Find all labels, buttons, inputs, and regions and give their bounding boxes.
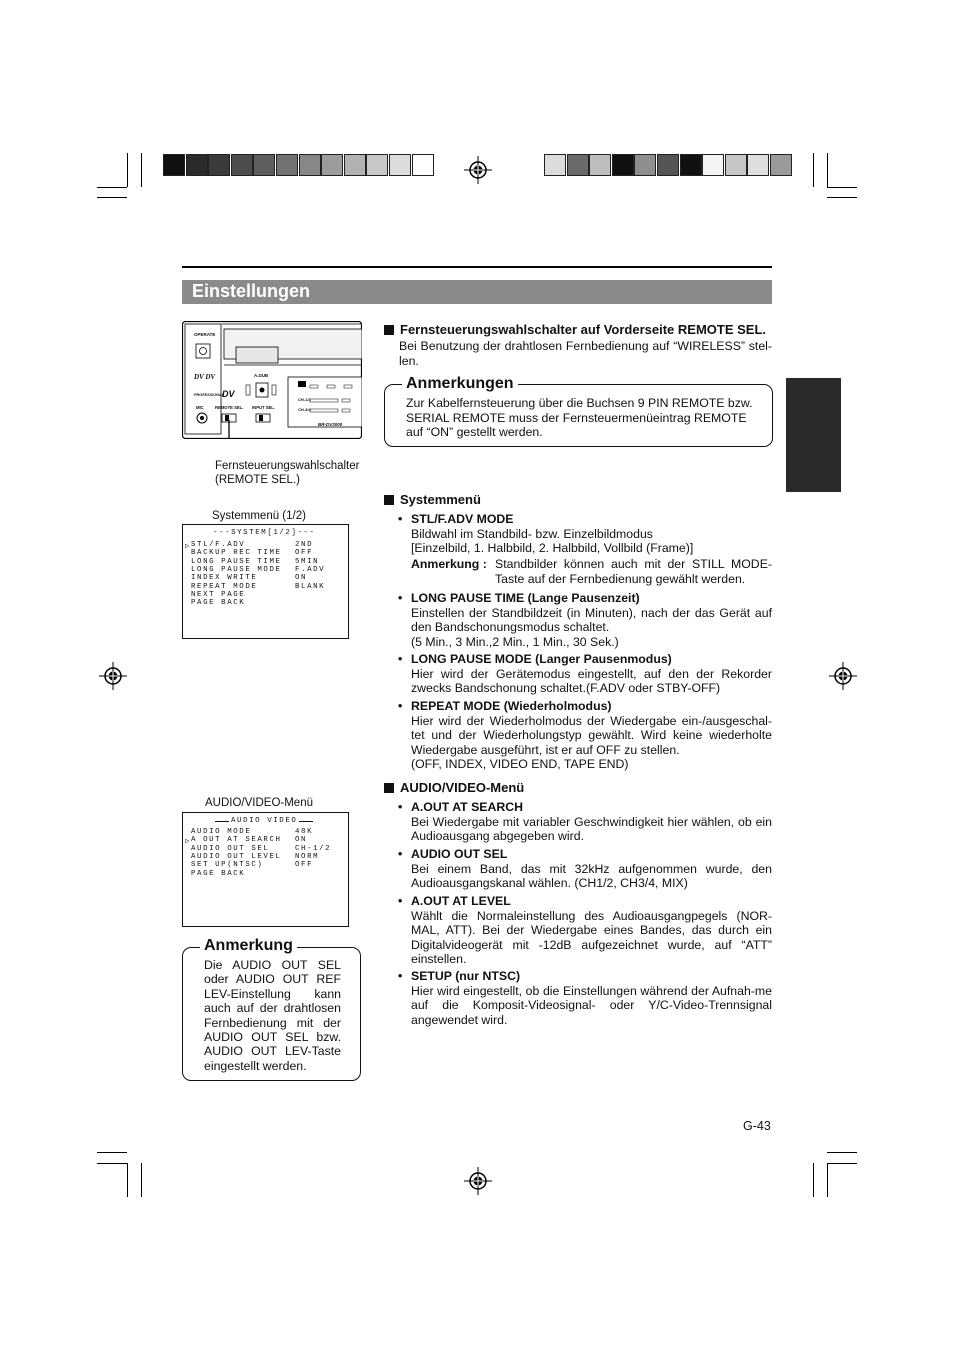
item-text: Hier wird eingestellt, ob die Einstellungen während der Aufnah-me auf die Komposit-Videosignal- oder Y/C-Video-Trennsignal angewendet wird. — [411, 983, 772, 1027]
crop-mark — [141, 1163, 142, 1197]
color-swatch — [186, 154, 208, 176]
crop-mark — [827, 1152, 857, 1153]
color-swatch — [208, 154, 230, 176]
repeat-mode-item — [411, 699, 772, 772]
title-rule — [182, 266, 772, 268]
item-text: Wählt die Normaleinstellung des Audioausgangpegels (NOR-MAL, ATT). Bei der Wiedergabe eines Bandes, das durch ein Digitalvideogerät mit -12dB aufgezeichnet wurde, auf “ATT” einstellen. — [411, 908, 772, 967]
anmerkungen-title: Anmerkungen — [402, 375, 518, 393]
color-swatch — [747, 154, 769, 176]
anmerkung-line: LEV-Einstellung kann — [204, 986, 341, 1001]
av-heading: AUDIO/VIDEO-Menü — [384, 780, 524, 795]
menu-cursor-icon: ▷ — [185, 543, 192, 551]
system-menu-screen — [182, 524, 349, 639]
ch34-label: CH-3/4 — [298, 407, 311, 412]
menu-item-value: NORM — [295, 852, 320, 861]
av-menu-screen — [182, 812, 349, 927]
item-text: Hier wird der Gerätemodus eingestellt, auf den der Rekorder zwecks Bandschonung schaltet.(F.ADV oder STBY-OFF) — [411, 666, 772, 696]
system-menu-caption: Systemmenü (1/2) — [212, 510, 306, 522]
stl-note-label: Anmerkung : — [411, 557, 487, 571]
crop-mark — [97, 1152, 127, 1153]
remote-section-heading: Fernsteuerungswahlschalter auf Vorderseite REMOTE SEL. — [384, 322, 766, 337]
system-menu-header: ---SYSTEM[1/2]--- — [213, 529, 316, 537]
menu-item-label: REPEAT MODE — [191, 582, 258, 591]
item-title: LONG PAUSE TIME (Lange Pausenzeit) — [411, 591, 640, 605]
color-swatch — [544, 154, 566, 176]
professional-label: PROFESSIONAL — [194, 393, 224, 397]
bullet-dot: • — [398, 652, 403, 666]
color-bar-right — [544, 154, 793, 176]
anmerkung-line: eingestellt werden. — [204, 1058, 307, 1073]
menu-item-label: AUDIO OUT SEL — [191, 844, 270, 853]
color-swatch — [589, 154, 611, 176]
menu-item-label: SET UP(NTSC) — [191, 861, 264, 870]
item-text: Bei einem Band, das mit 32kHz aufgenommen wurde, den Audioausgangskanal wählen. (CH1/2, CH3/4, MIX) — [411, 861, 772, 891]
color-swatch — [253, 154, 275, 176]
menu-item-label: LONG PAUSE MODE — [191, 565, 282, 574]
page-title: Einstellungen — [192, 281, 311, 301]
color-swatch — [366, 154, 388, 176]
a-out-at-level-item — [411, 894, 772, 967]
anmerkung-text — [204, 958, 341, 1073]
item-text: Bei Wiedergabe mit variabler Geschwindigkeit hier wählen, ob ein Audioausgang abgegeben wird. — [411, 814, 772, 844]
setup-ntsc-item — [411, 969, 772, 1027]
remote-sel-caption-line2: (REMOTE SEL.) — [215, 474, 300, 486]
menu-item-value: OFF — [295, 861, 314, 870]
anmerkung-line: oder AUDIO OUT REF — [204, 972, 341, 987]
color-swatch — [412, 154, 434, 176]
remote-section-text: Bei Benutzung der drahtlosen Fernbedienung auf “WIRELESS” stel-len. — [399, 339, 772, 368]
color-swatch — [299, 154, 321, 176]
crop-mark — [127, 153, 128, 187]
stl-fadv-item — [411, 512, 772, 556]
anmerkung-line: AUDIO OUT LEV-Taste — [204, 1044, 341, 1059]
item-extra: (5 Min., 3 Min.,2 Min., 1 Min., 30 Sek.) — [411, 634, 619, 649]
bullet-dot: • — [398, 969, 403, 983]
bullet-dot: • — [398, 800, 403, 814]
color-swatch — [389, 154, 411, 176]
long-pause-mode-item — [411, 652, 772, 696]
remote-sel-label: REMOTE SEL. — [215, 405, 244, 410]
audio-out-sel-item — [411, 847, 772, 891]
crop-mark — [813, 153, 814, 187]
menu-item-label: LONG PAUSE TIME — [191, 557, 282, 566]
long-pause-time-item — [411, 591, 772, 649]
input-sel-label: INPUT SEL. — [252, 405, 276, 410]
anmerkung-title: Anmerkung — [200, 937, 297, 955]
item-title: A.OUT AT LEVEL — [411, 894, 511, 908]
crop-mark — [813, 1163, 814, 1197]
bullet-dot: • — [398, 847, 403, 861]
color-swatch — [770, 154, 792, 176]
menu-item-value: CH-1/2 — [295, 844, 332, 853]
systemmenu-heading: Systemmenü — [384, 492, 481, 507]
item-title: STL/F.ADV MODE — [411, 512, 514, 526]
mic-label: MIC — [196, 405, 204, 410]
menu-item-label: INDEX WRITE — [191, 574, 258, 583]
menu-item-label: AUDIO OUT LEVEL — [191, 852, 282, 861]
page-number: G-43 — [743, 1119, 771, 1133]
crop-mark — [827, 153, 828, 187]
registration-target-icon — [464, 156, 492, 184]
stl-note-text: Standbilder können auch mit der STILL MODE-Taste auf der Fernbedienung gewählt werden. — [495, 557, 772, 586]
color-swatch — [344, 154, 366, 176]
item-title: AUDIO OUT SEL — [411, 847, 508, 861]
side-tab — [786, 378, 841, 492]
crop-mark — [827, 1163, 857, 1164]
title-bar — [182, 280, 772, 304]
menu-item-label: A OUT AT SEARCH — [191, 836, 282, 845]
dv-logo: DV DV — [194, 373, 216, 381]
color-bar-left — [163, 154, 434, 176]
anmerkung-line: Die AUDIO OUT SEL — [204, 958, 341, 972]
item-title: SETUP (nur NTSC) — [411, 969, 521, 983]
item-line: [Einzelbild, 1. Halbbild, 2. Halbbild, Vollbild (Frame)] — [411, 541, 694, 556]
menu-item-label: AUDIO MODE — [191, 828, 252, 836]
registration-target-icon — [99, 662, 127, 690]
menu-item-label: PAGE BACK — [191, 599, 246, 608]
anmerkung-line: Fernbedienung mit der — [204, 1015, 341, 1030]
crop-mark — [827, 197, 857, 198]
registration-target-icon — [464, 1167, 492, 1195]
color-swatch — [163, 154, 185, 176]
a-out-at-search-item — [411, 800, 772, 844]
ch12-label: CH-1/2 — [298, 397, 311, 402]
menu-item-label: PAGE BACK — [191, 869, 246, 878]
color-swatch — [702, 154, 724, 176]
menu-item-value: F.ADV — [295, 565, 326, 574]
square-bullet-icon — [384, 783, 394, 793]
color-swatch — [680, 154, 702, 176]
anmerkungen-text: Zur Kabelfernsteuerung über die Buchsen 9 PIN REMOTE bzw. SERIAL REMOTE muss der Fernsteuermenüeintrag REMOTE auf “ON” gestellt werden. — [406, 396, 753, 440]
item-title: LONG PAUSE MODE (Langer Pausenmodus) — [411, 652, 672, 666]
crop-mark — [827, 1163, 828, 1197]
device-front-panel — [182, 321, 362, 439]
color-swatch — [231, 154, 253, 176]
crop-mark — [827, 187, 857, 188]
color-swatch — [612, 154, 634, 176]
item-title: A.OUT AT SEARCH — [411, 800, 524, 814]
menu-item-value: OFF — [295, 549, 314, 558]
menu-cursor-icon: ▷ — [185, 838, 192, 847]
crop-mark — [141, 153, 142, 187]
av-menu-header-rule-left — [215, 821, 229, 822]
menu-item-value: 48K — [295, 828, 314, 836]
bullet-dot: • — [398, 591, 403, 605]
menu-item-value: ON — [295, 836, 308, 845]
remote-sel-caption-line1: Fernsteuerungswahlschalter — [215, 460, 360, 472]
item-title: REPEAT MODE (Wiederholmodus) — [411, 699, 612, 713]
av-menu-caption: AUDIO/VIDEO-Menü — [205, 797, 313, 809]
bullet-dot: • — [398, 699, 403, 713]
menu-item-value: 5MIN — [295, 557, 320, 566]
square-bullet-icon — [384, 495, 394, 505]
menu-item-label: BACKUP REC TIME — [191, 549, 282, 558]
menu-item-value: BLANK — [295, 582, 326, 591]
color-swatch — [657, 154, 679, 176]
color-swatch — [276, 154, 298, 176]
color-swatch — [634, 154, 656, 176]
item-extra: (OFF, INDEX, VIDEO END, TAPE END) — [411, 757, 629, 772]
bullet-dot: • — [398, 512, 403, 526]
av-menu-header: AUDIO VIDEO — [231, 817, 298, 825]
operate-label: OPERATE — [194, 332, 216, 337]
item-text: Einstellen der Standbildzeit (in Minuten), nach der das Gerät auf den Bandschonungsmodus schaltet. — [411, 605, 772, 635]
item-line: Bildwahl im Standbild- bzw. Einzelbildmodus — [411, 526, 653, 541]
crop-mark — [97, 1163, 127, 1164]
square-bullet-icon — [384, 325, 394, 335]
color-swatch — [725, 154, 747, 176]
anmerkung-line: AUDIO OUT SEL bzw. — [204, 1030, 341, 1045]
av-menu-header-rule-right — [299, 821, 313, 822]
anmerkung-line: auch auf der drahtlosen — [204, 1001, 341, 1016]
color-swatch — [567, 154, 589, 176]
crop-mark — [97, 187, 127, 188]
model-label: BR-DV3000 — [318, 422, 343, 427]
menu-item-value: ON — [295, 574, 308, 583]
registration-target-icon — [829, 662, 857, 690]
crop-mark — [97, 197, 127, 198]
professional-dv-logo: DV — [222, 389, 235, 399]
item-text: Hier wird der Wiederholmodus der Wiedergabe ein-/ausgeschal-tet und der Wiederholungstyp gewählt. Wird keine wiederholte Wiedergabe ausgeführt, ist er auf OFF zu stellen. — [411, 713, 772, 757]
crop-mark — [127, 1163, 128, 1197]
menu-item-value: 2ND — [295, 541, 314, 549]
bullet-dot: • — [398, 894, 403, 908]
menu-item-label: NEXT PAGE — [191, 590, 246, 599]
adub-label: A.DUB — [254, 373, 269, 378]
color-swatch — [321, 154, 343, 176]
menu-item-label: STL/F.ADV — [191, 541, 246, 549]
